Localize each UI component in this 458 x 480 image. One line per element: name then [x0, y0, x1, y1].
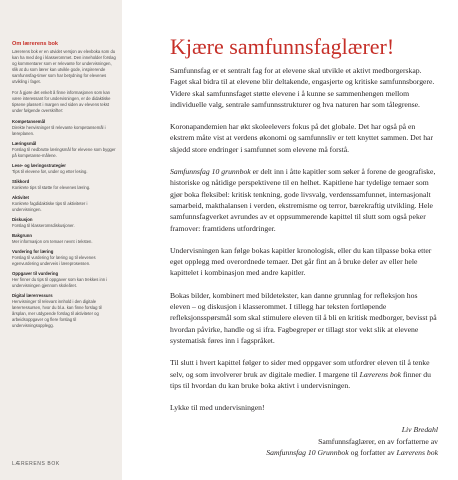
paragraph-6-text-b: finner du tips til hvordan du kan bruke boka aktivt i undervisningen. — [170, 369, 431, 390]
paragraph-4: Undervisningen kan følge bokas kapitler kronologisk, eller du kan tilpasse boka etter eget opplegg med overordnede temaer. Det går fint an å bruke deler av eller hele kapittelet i kombinasjon med andre kapitler. — [170, 245, 432, 278]
sidebar-section — [12, 217, 116, 229]
sidebar-section-body: Forslag til klasseromsdiskusjoner. — [12, 223, 75, 228]
sidebar-section-body: Tips til elevene før, under og etter lesing. — [12, 169, 88, 174]
sidebar-section — [12, 195, 116, 213]
book-title-emphasis: Samfunnsfag 10 grunnbok — [170, 167, 251, 177]
paragraph-1: Samfunnsfag er et sentralt fag for at elevene skal utvikle et aktivt medborgerskap. Faget skal bidra til at elevene blir deltakende, engasjerte og kritiske samfunnsborgere. Videre skal samfunnsfaget støtte elevene i å kunne se sammenhengen mellom individuelle valg, sentrale samfunnsstrukturer og hva naturen har som tålegrense. — [170, 66, 435, 109]
author-book-1: Samfunnsfag 10 Grunnbok — [266, 448, 349, 458]
sidebar-sections — [12, 119, 116, 329]
signoff: Lykke til med undervisningen! — [170, 403, 265, 413]
paragraph-5: Bokas bilder, kombinert med bildetekster, kan danne grunnlag for refleksjon hos eleven – og diskusjon i klasserommet. I tillegg har teksten fortløpende refleksjonsspørsmål som skal stimulere eleven til å bli en kritisk medborger, bevisst på hvordan påvirke, handle og si ifra. Fagbegreper er tillagt stor vekt slik at elevene systematisk føres inn i fagspråket. — [170, 290, 437, 345]
sidebar-section-body: Forslag til nedbrutte læringsmål for elevene som bygger på kompetanse-målene. — [12, 147, 116, 158]
sidebar-section-body: Direkte henvisninger til relevante kompetansemål i læreplanen. — [12, 125, 106, 136]
sidebar-section-body: Konkrete tips til støtte for elevenes læring. — [12, 185, 91, 190]
sidebar-section — [12, 233, 116, 245]
author-books — [170, 447, 438, 458]
sidebar-section-heading: Bakgrunn — [12, 233, 33, 238]
footer-label: LÆRERENS BOK — [12, 461, 60, 467]
author-book-2: Lærerens bok — [396, 448, 438, 458]
sidebar-section-heading: Digital lærerressurs — [12, 293, 53, 298]
author-books-connector: og forfatter av — [348, 448, 397, 458]
sidebar-section-body: Forslag til vurdering for læring og til elevenes egenvurdering underveis i læreprosessen. — [12, 255, 96, 266]
sidebar-section — [12, 249, 116, 267]
sidebar-section — [12, 119, 116, 137]
page-title: Kjære samfunnsfaglærer! — [170, 34, 395, 59]
teacher-book-emphasis: Lærerens bok — [359, 369, 402, 379]
paragraph-6-text-a: Til slutt i hvert kapittel følger to sider med oppgaver som utfordrer eleven til å tenke selv, og som involverer bruk av digitale medier. I margene til — [170, 358, 430, 379]
sidebar-intro: Lærerens bok er en utvidet versjon av elevboka som du kan ha med deg i klasserommet. Den inneholder forslag og kommentarer som er relevante for undervisningen, slik at du som lærer kan utvikle gode, inspirerende samfunnsfag-timer som har betydning for elevenes utvikling i faget. — [12, 49, 116, 84]
sidebar-section — [12, 141, 116, 159]
sidebar-section — [12, 293, 116, 329]
sidebar — [0, 0, 122, 480]
sidebar-section-heading: Kompetansemål — [12, 119, 46, 124]
sidebar-section-heading: Diskusjon — [12, 217, 33, 222]
main-content — [170, 34, 438, 458]
sidebar-section — [12, 163, 116, 175]
sidebar-intro-2: For å gjøre det enkelt å finne informasjonen som kan være interessant for undervisningen, er de didaktiske tipsene plassert i margen ved siden av elevens tekst under følgende overskrifter: — [12, 90, 111, 113]
signature-block — [170, 424, 438, 458]
sidebar-section-body: Henvisninger til relevant innhold i den digitale lærerressursen, hvor du bl.a. kan finne forslag til årsplan, mer utdypende forslag til aktiviteter og arbeidsoppgaver og flere forslag til undervisningsopplegg. — [12, 299, 102, 328]
sidebar-section-body: Mer informasjon om temaer nevnt i teksten. — [12, 239, 93, 244]
sidebar-section-body: Konkrete fagdidaktiske tips til aktiviteter i undervisningen. — [12, 201, 88, 212]
paragraph-2: Koronapandemien har økt skoleelevers fokus på det globale. Det har også på en ekstrem måte vist at verdens økonomi og samfunnsliv er tett knyttet sammen. Det har skjedd store endringer i samfunnet som elevene må forstå. — [170, 122, 434, 154]
paragraph-3-text: er delt inn i åtte kapitler som søker å forene de geografiske, historiske og nåtidige perspektivene til en helhet. Kapitlene har tydelige temaer som gjør boka fleksibel: kritisk tenkning, gode livsvalg, verdenssamfunnet, internasjonalt samarbeid, makthalansen i verden, ekstremisme og terror, bærekraftig utvikling. Hele samfunnsfagverket avrundes av et oppsummerende kapittel til slutt som også peker framover: framtidens utfordringer. — [170, 167, 436, 233]
sidebar-section — [12, 179, 116, 191]
sidebar-section-heading: Aktivitet — [12, 195, 29, 200]
sidebar-section-heading: Læringsmål — [12, 141, 37, 146]
sidebar-section-heading: Vurdering for læring — [12, 249, 54, 254]
author-name: Liv Bredahl — [401, 425, 438, 435]
author-role: Samfunnsfaglærer, en av forfatterne av — [318, 436, 438, 446]
sidebar-section-heading: Lese- og læringsstrategier — [12, 163, 66, 168]
sidebar-section — [12, 271, 116, 289]
sidebar-section-heading: Stikkord — [12, 179, 30, 184]
sidebar-section-body: Her finner du tips til oppgaver som kan trekkes inn i undervisningen gjennom skoleåret. — [12, 277, 108, 288]
sidebar-title: Om lærerens bok — [12, 41, 59, 47]
paragraph-6 — [170, 357, 438, 391]
sidebar-section-heading: Oppgaver til vurdering — [12, 271, 59, 276]
paragraph-3 — [170, 166, 438, 234]
